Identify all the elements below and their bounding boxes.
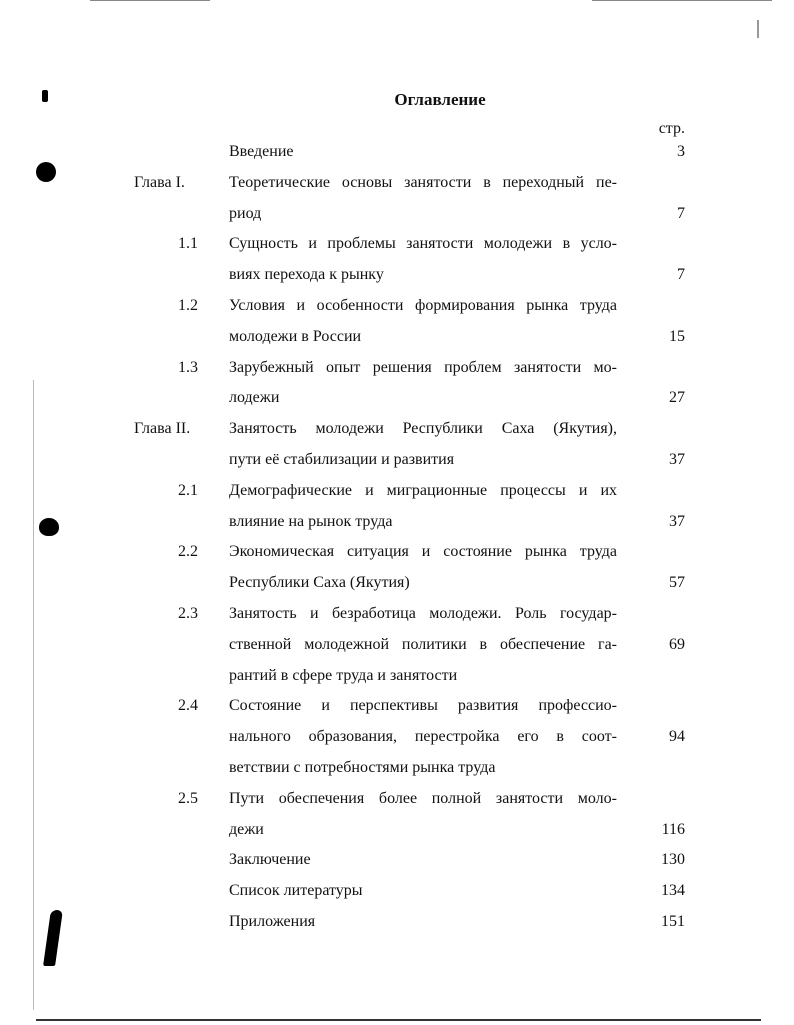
toc-entry-page: 69 [669,635,685,653]
toc-entry-text: рантий в сфере труда и занятости [229,666,458,684]
toc-entry-text: Сущность и проблемы занятости молодежи в усло- [229,235,617,253]
toc-entry-line [0,880,794,902]
toc-entry-number: 1.3 [178,358,198,376]
toc-entry-number: 1.2 [178,297,198,314]
scan-edge-top-right [592,0,772,1]
toc-entry-page: 94 [669,728,685,746]
toc-entry-line [0,449,794,471]
toc-entry-line [0,141,794,163]
toc-entry-line [0,695,794,717]
scan-edge-top-left [90,0,210,1]
toc-entry-number: 2.1 [178,481,198,499]
toc-entry-number: Глава II. [134,420,191,438]
toc-entry-line [0,665,794,687]
toc-entry-text: ственной молодежной политики в обеспечение га- [229,635,617,653]
toc-entry-text: Экономическая ситуация и состояние рынка труда [229,543,617,561]
toc-entry-text: ветствии с потребностями рынка труда [229,759,496,776]
toc-entry-number: 1.1 [178,235,198,253]
toc-entry-text: пути её стабилизации и развития [229,451,455,468]
toc-entry-page: 7 [677,204,685,222]
scan-mark-top-right [757,20,759,38]
toc-entry-text: риод [229,204,262,222]
toc-entry-text: виях перехода к рынку [229,266,384,284]
toc-entry-page: 151 [661,913,685,930]
toc-entry-line [0,603,794,625]
toc-entry-page: 130 [661,851,685,869]
toc-entry-text: Пути обеспечения более полной занятости моло- [229,789,617,807]
toc-entry-text: дежи [229,820,264,838]
toc-entry-line [0,233,794,255]
toc-entry-text: Приложения [229,913,316,930]
toc-entry-line [0,911,794,933]
toc-entry-text: Теоретические основы занятости в переходный пе- [229,173,617,191]
toc-entry-line [0,541,794,563]
toc-entry-line [0,264,794,286]
toc-entry-line [0,726,794,748]
toc-entry-number: 2.4 [178,697,198,715]
toc-entry-text: Зарубежный опыт решения проблем занятости мо- [229,358,617,376]
toc-entry-text: Введение [229,143,294,160]
toc-entry-line [0,295,794,317]
toc-entry-line [0,849,794,871]
toc-entry-number: 2.5 [178,789,198,807]
toc-entry-number: 2.2 [178,543,198,561]
toc-entry-text: Демографические и миграционные процессы и их [229,481,617,499]
toc-entry-text: нального образования, перестройка его в соот- [229,728,617,746]
toc-entry-line [0,572,794,594]
toc-entry-page: 7 [677,266,685,284]
toc-entry-page: 27 [669,389,685,407]
toc-entry-number: Глава I. [134,173,185,191]
page-title: Оглавление [394,90,486,109]
toc-entry-text: Занятость и безработица молодежи. Роль государ- [229,605,617,622]
toc-entry-line [0,357,794,379]
toc-entry-line [0,387,794,409]
toc-entry-page: 3 [677,143,685,160]
toc-entry-text: Занятость молодежи Республики Саха (Якутия), [229,420,617,438]
toc-entry-line [0,172,794,194]
toc-entry-page: 134 [661,882,685,900]
toc-entry-page: 57 [669,574,685,592]
toc-entry-line [0,418,794,440]
toc-entry-line [0,203,794,225]
toc-entry-line [0,634,794,656]
toc-entry-page: 37 [669,451,685,468]
toc-entry-text: молодежи в России [229,327,362,345]
toc-entry-line [0,511,794,533]
toc-entry-text: лодежи [229,389,280,407]
page-column-header: стр. [658,120,685,137]
toc-entry-page: 37 [669,512,685,530]
toc-entry-page: 116 [661,820,685,838]
toc-entry-text: Условия и особенности формирования рынка труда [229,297,617,314]
toc-entry-text: Состояние и перспективы развития профессио- [229,697,617,715]
toc-entry-page: 15 [669,327,685,345]
toc-entry-text: Заключение [229,851,311,869]
toc-entry-line [0,480,794,502]
toc-entry-line [0,326,794,348]
scan-edge-bottom [36,1019,761,1021]
toc-entry-line [0,757,794,779]
toc-entry-text: Список литературы [229,882,363,900]
toc-entry-text: Республики Саха (Якутия) [229,574,410,592]
toc-entry-line [0,788,794,810]
toc-entry-number: 2.3 [178,605,198,622]
toc-entry-text: влияние на рынок труда [229,512,393,530]
toc-entry-line [0,819,794,841]
